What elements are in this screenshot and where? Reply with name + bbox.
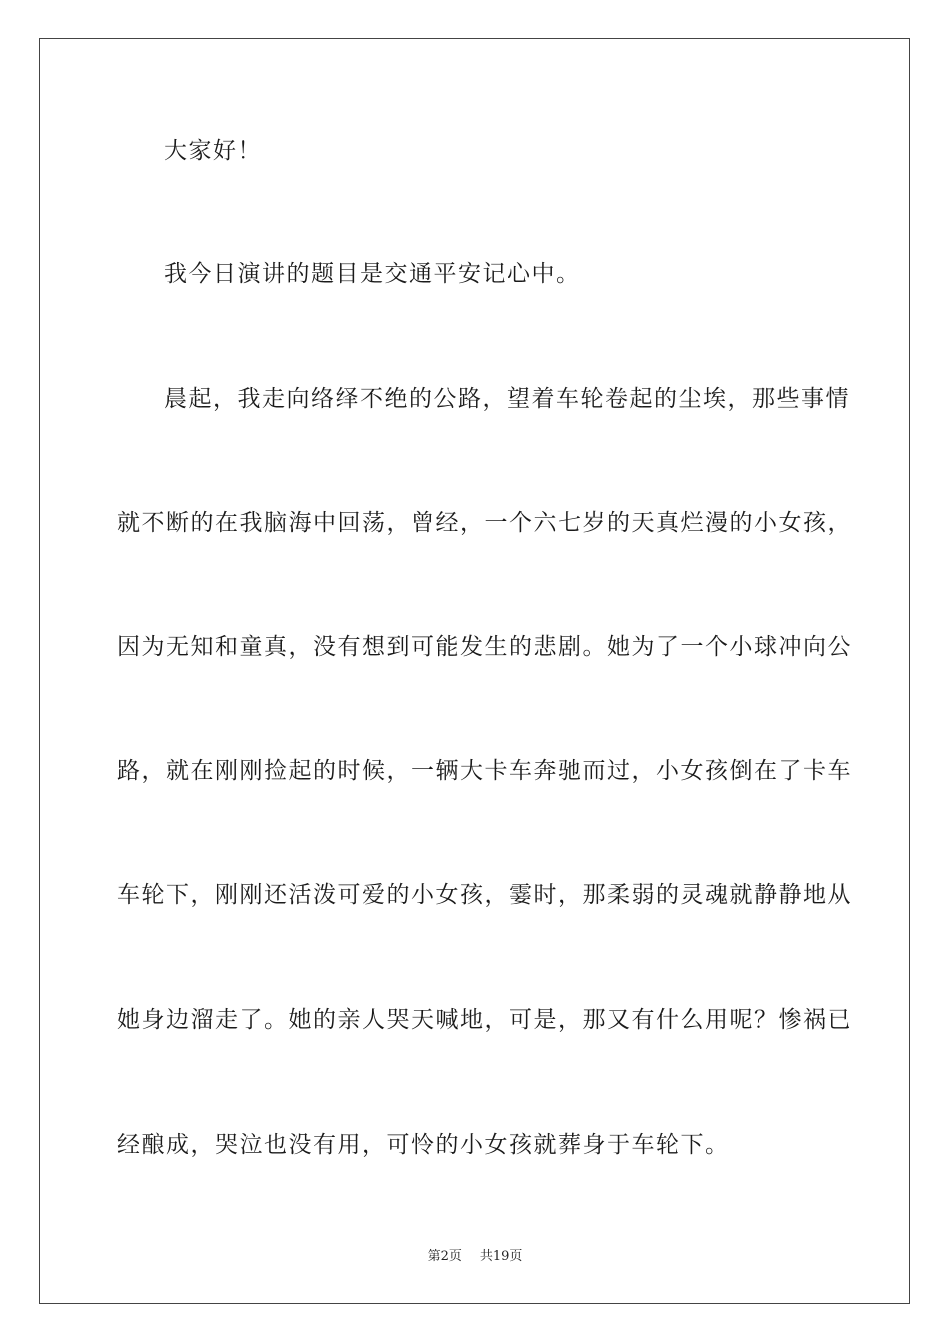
- paragraph-story-line: 经酿成，哭泣也没有用，可怜的小女孩就葬身于车轮下。: [117, 1132, 730, 1158]
- paragraph-story-line: 车轮下，刚刚还活泼可爱的小女孩，霎时，那柔弱的灵魂就静静地从: [117, 882, 852, 908]
- paragraph-story-line: 路，就在刚刚捡起的时候，一辆大卡车奔驰而过，小女孩倒在了卡车: [117, 758, 852, 784]
- page-border: [39, 38, 910, 1304]
- paragraph-topic: 我今日演讲的题目是交通平安记心中。: [164, 261, 581, 287]
- paragraph-story-line: 她身边溜走了。她的亲人哭天喊地，可是，那又有什么用呢？惨祸已: [117, 1007, 852, 1033]
- paragraph-story-line: 因为无知和童真，没有想到可能发生的悲剧。她为了一个小球冲向公: [117, 634, 852, 660]
- paragraph-greeting: 大家好！: [164, 138, 262, 164]
- paragraph-story-line: 晨起，我走向络绎不绝的公路，望着车轮卷起的尘埃，那些事情: [164, 386, 850, 412]
- page-total: 共19页: [479, 1249, 523, 1264]
- page-number: 第2页: [427, 1249, 462, 1264]
- page-footer: [0, 1248, 950, 1266]
- paragraph-story-line: 就不断的在我脑海中回荡，曾经，一个六七岁的天真烂漫的小女孩，: [117, 510, 852, 536]
